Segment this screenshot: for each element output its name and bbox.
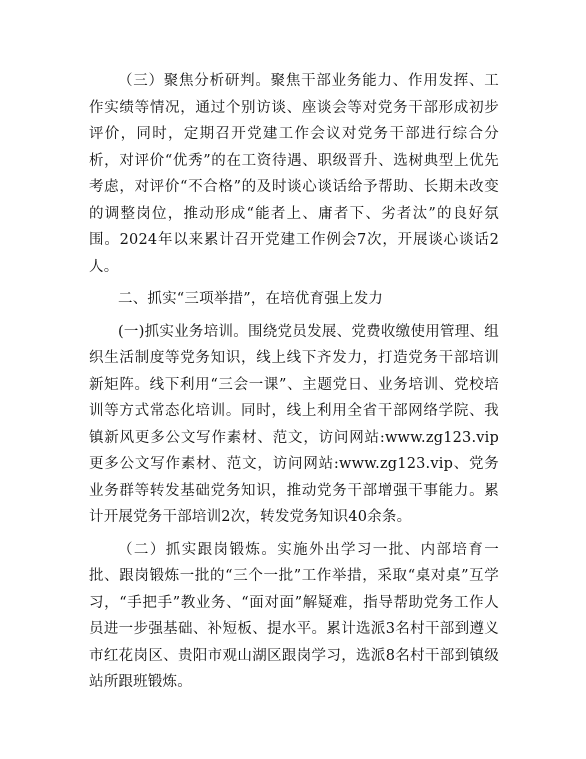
paragraph-business-training: (一)抓实业务培训。围绕党员发展、党费收缴使用管理、组织生活制度等党务知识，线上线下齐发力，打造党务干部培训新矩阵。线下利用“三会一课”、主题党日、业务培训、党校培训等方式常态化培训。同时，线上利用全省干部网络学院、我镇新风更多公文写作素材、范文，访问网站:www.zg123.vip 更多公文写作素材、范文，访问网站:www.zg123.vip、党务业务群等转发基础党务知识，推动党务干部增强干事能力。累计开展党务干部培训2次，转发党务知识40余条。 xyxy=(89,323,499,525)
paragraph-post-training: （二）抓实跟岗锻炼。实施外出学习一批、内部培育一批、跟岗锻炼一批的“三个一批”工作举措，采取“桌对桌”互学习，“手把手”教业务、“面对面”解疑难，指导帮助党务工作人员进一步强基础、补短板、提水平。累计选派3名村干部到遵义市红花岗区、贵阳市观山湖区跟岗学习，选派8名村干部到镇级站所跟班锻炼。 xyxy=(89,541,499,690)
paragraph-analysis-judgement: （三）聚焦分析研判。聚焦干部业务能力、作用发挥、工作实绩等情况，通过个别访谈、座谈会等对党务干部形成初步评价，同时，定期召开党建工作会议对党务干部进行综合分析，对评价“优秀”的在工资待遇、职级晋升、选树典型上优先考虑，对评价“不合格”的及时谈心谈话给予帮助、长期未改变的调整岗位，推动形成“能者上、庸者下、劣者汰”的良好氛围。2024年以来累计召开党建工作例会7次，开展谈心谈话2人。 xyxy=(89,73,499,275)
section-heading-three-measures: 二、抓实“三项举措”，在培优育强上发力 xyxy=(118,291,384,307)
document-page xyxy=(89,68,499,702)
